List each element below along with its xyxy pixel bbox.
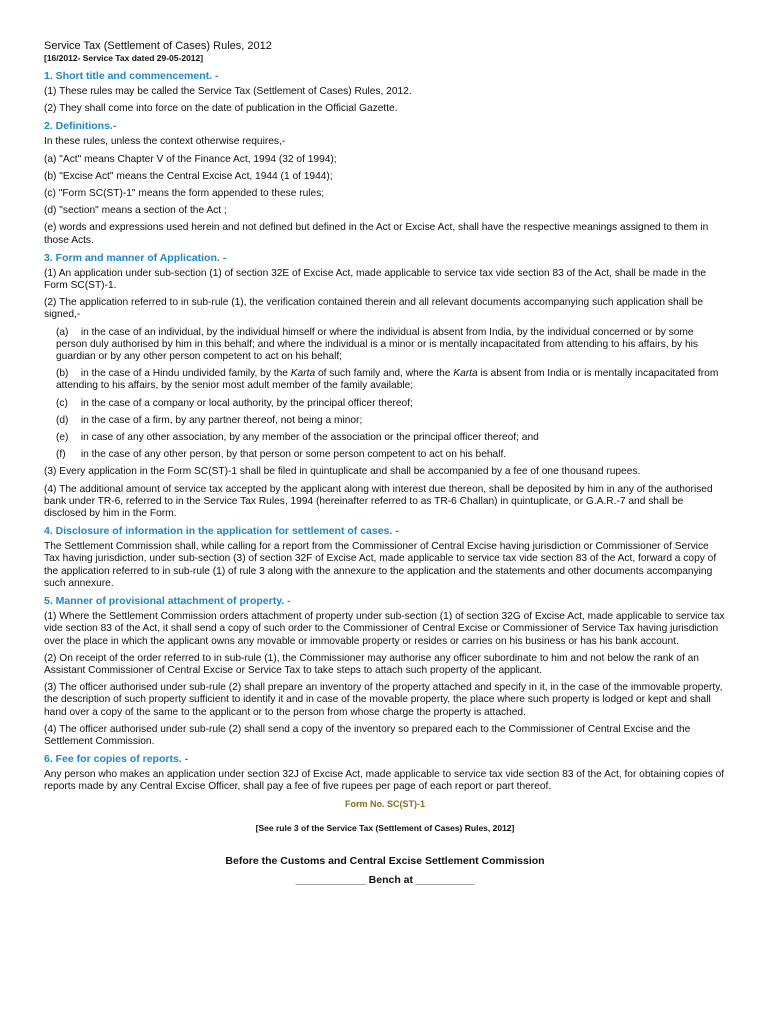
form-number: Form No. SC(ST)-1 (345, 798, 425, 809)
definition-item: (b) "Excise Act" means the Central Excise Act, 1944 (1 of 1944); (44, 170, 333, 182)
clause-text-italic: Karta (453, 368, 478, 380)
form-rule-reference: [See rule 3 of the Service Tax (Settlement of Cases) Rules, 2012] (255, 822, 515, 833)
clause-label: (e) (56, 432, 69, 444)
clause-text: in the case of a company or local authority, by the principal officer thereof; (80, 397, 413, 409)
paragraph: (4) The officer authorised under sub-rule (2) shall send a copy of the inventory so prepared each to the Commissioner of Central Excise and the Settlement Commission. (44, 723, 691, 747)
section-5 (44, 595, 726, 748)
form-bench-line: ____________ Bench at __________ (295, 873, 475, 886)
section-4 (44, 525, 726, 590)
clause-text-italic: Karta (290, 368, 316, 380)
definition-item: (a) "Act" means Chapter V of the Finance Act, 1994 (32 of 1994); (44, 153, 337, 165)
clause-text: in case of any other association, by any member of the association or the principal officer thereof; and (80, 432, 539, 444)
section-heading: 5. Manner of provisional attachment of property. - (44, 595, 291, 608)
document-title: Service Tax (Settlement of Cases) Rules, 2012 (44, 40, 272, 52)
paragraph: (2) The application referred to in sub-rule (1), the verification contained therein and all relevant documents accompanying such application shall be signed,- (44, 297, 703, 321)
paragraph: (3) The officer authorised under sub-rule (2) shall prepare an inventory of the property attached and specify in it, in the case of the immovable property, the description of such property sufficient to identify it and in case of the movable property, the place where such property is lodged or kept and shall hand over a copy of the same to the applicant or to the person from whose charge the property is attached. (44, 682, 723, 718)
section-2 (44, 120, 726, 246)
clause-label: (a) (56, 326, 69, 338)
paragraph: (3) Every application in the Form SC(ST)-1 shall be filed in quintuplicate and shall be accompanied by a fee of one thousand rupees. (44, 466, 641, 478)
paragraph: (2) They shall come into force on the date of publication in the Official Gazette. (44, 103, 398, 115)
sub-clause (44, 327, 726, 364)
section-heading: 2. Definitions.- (44, 120, 117, 133)
section-heading: 4. Disclosure of information in the application for settlement of cases. - (44, 525, 399, 538)
sub-clause (44, 368, 726, 392)
paragraph: (1) An application under sub-section (1) of section 32E of Excise Act, made applicable to service tax vide section 83 of the Act, shall be made in the Form SC(ST)-1. (44, 267, 706, 292)
paragraph: (2) On receipt of the order referred to in sub-rule (1), the Commissioner may authorise any officer subordinate to him and not below the rank of an Assistant Commissioner of Central Excise or Service Tax to take steps to attach such property of the applicant. (44, 652, 699, 676)
definition-item: (c) "Form SC(ST)-1" means the form appended to these rules; (44, 188, 325, 200)
section-heading: 1. Short title and commencement. - (44, 70, 219, 82)
clause-text: in the case of an individual, by the individual himself or where the individual is absent from India, by the individual concerned or by some person duly authorised by him in this behalf; and where the individual is a minor or is mentally incapacitated from attending to his affairs, by his guardian or by any other person competent to act on his behalf; (56, 326, 698, 363)
clause-text: of such family and, where the (315, 368, 454, 380)
clause-text: in the case of any other person, by that person or some person competent to act on his behalf. (80, 449, 507, 461)
section-heading: 6. Fee for copies of reports. - (44, 753, 189, 766)
sub-clause (44, 415, 726, 427)
section-3 (44, 252, 726, 520)
clause-label: (d) (56, 414, 69, 426)
clause-text: in the case of a firm, by any partner thereof, not being a minor; (80, 414, 363, 426)
sub-clause (44, 398, 726, 410)
paragraph: (1) Where the Settlement Commission orders attachment of property under sub-section (1) of section 32G of Excise Act, made applicable to service tax vide section 83 of the Act, it shall send a copy of such order to the Commissioner of Central Excise or Commissioner of Service Tax having jurisdiction over the place in which the applicant owns any movable or immovable property or resides or carries on his business or has his bank account. (44, 611, 725, 647)
form-authority: Before the Customs and Central Excise Settlement Commission (225, 854, 545, 867)
clause-label: (b) (56, 368, 69, 380)
sub-clause (44, 432, 726, 444)
definition-item: (d) "section" means a section of the Act ; (44, 205, 227, 217)
document-reference: [16/2012- Service Tax dated 29-05-2012] (44, 53, 204, 63)
clause-label: (c) (56, 397, 68, 409)
sub-clause (44, 449, 726, 461)
form-header (44, 799, 726, 886)
paragraph: In these rules, unless the context otherwise requires,- (44, 136, 286, 148)
paragraph: Any person who makes an application under section 32J of Excise Act, made applicable to service tax vide section 83 of the Act, for obtaining copies of reports made by any Central Excise Officer, shall pay a fee of five rupees per page of each report or part thereof. (44, 769, 725, 793)
clause-text: in the case of a Hindu undivided family, by the (80, 368, 291, 380)
paragraph: (4) The additional amount of service tax accepted by the applicant along with interest due thereon, shall be deposited by him in any of the authorised bank under TR-6, referred to in the Service Tax Rules, 1994 (hereinafter referred to as TR-6 Challan) in quintuplicate, or G.A.R.-7 and shall be disclosed by him in the Form. (44, 483, 713, 520)
paragraph: The Settlement Commission shall, while calling for a report from the Commissioner of Central Excise having jurisdiction or Commissioner of Service Tax having jurisdiction, under sub-section (3) of section 32F of Excise Act, made applicable to service tax vide section 83 of the Act, forward a copy of the application referred to in sub-rule (1) of rule 3 along with the annexure to the application and the statements and other documents accompanying such annexure. (44, 541, 717, 589)
section-6 (44, 753, 726, 793)
section-1 (44, 70, 726, 115)
section-heading: 3. Form and manner of Application. - (44, 251, 227, 264)
clause-label: (f) (56, 449, 66, 461)
clause-text: is absent from India or is mentally incapacitated from attending to his affairs, by the senior most adult member of the family available; (56, 368, 719, 392)
definition-item: (e) words and expressions used herein and not defined but defined in the Act or Excise Act, shall have the respective meanings assigned to them in those Acts. (44, 222, 709, 246)
paragraph: (1) These rules may be called the Service Tax (Settlement of Cases) Rules, 2012. (44, 86, 412, 97)
